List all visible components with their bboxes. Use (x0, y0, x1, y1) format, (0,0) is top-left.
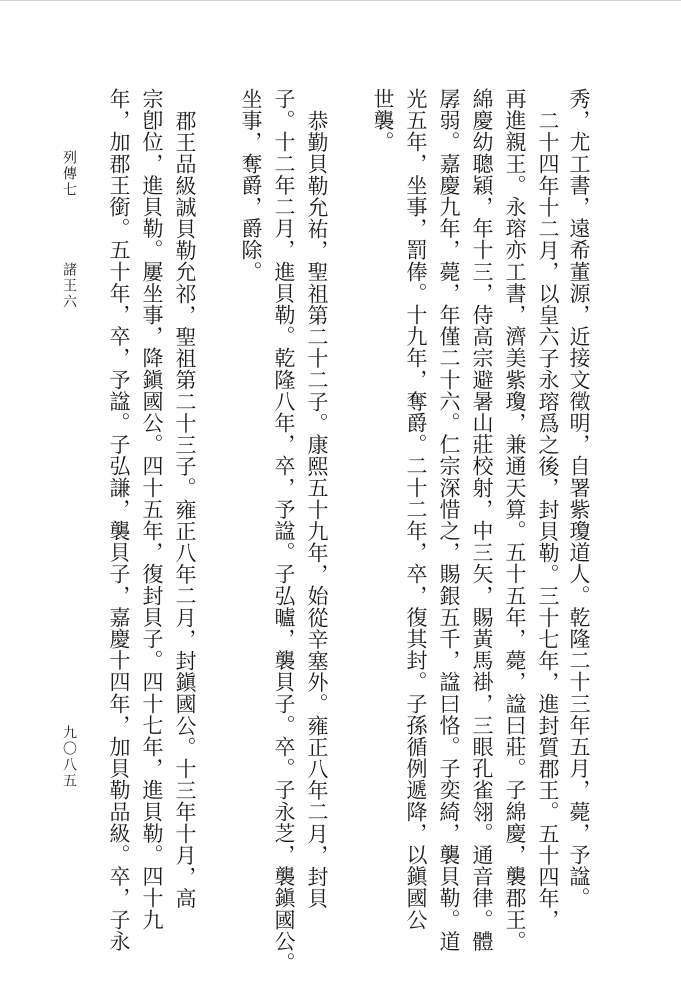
text-column-5: 孱弱。嘉慶九年，薨，年僅二十六。仁宗深惜之，賜銀五千，諡曰恪。子奕綺，襲貝勒。道 (437, 88, 461, 952)
text-column-2: 二十四年十二月，以皇六子永瑢爲之後，封貝勒。三十七年，進封質郡王。五十四年， (536, 110, 560, 931)
running-title-chapter: 諸王六 (61, 262, 77, 310)
text-column-12: 宗卽位，進貝勒。屢坐事，降鎭國公。四十五年，復封貝子。四十七年，進貝勒。四十九 (140, 88, 164, 931)
running-title-section: 列傳七 (61, 150, 77, 198)
top-edge-line (0, 0, 681, 1)
text-column-3: 再進親王。永瑢亦工書，濟美紫瓊，兼通天算。五十五年，薨，諡曰莊。子綿慶，襲郡王。 (503, 88, 527, 952)
text-column-11: 郡王品級誠貝勒允祁，聖祖第二十三子。雍正八年二月，封鎭國公。十三年十月，高 (173, 110, 197, 910)
text-column-6: 光五年，坐事，罰俸。十九年，奪爵。二十二年，卒，復其封。子孫循例遞降，以鎭國公 (404, 88, 428, 931)
text-column-9: 子。十二年二月，進貝勒。乾隆八年，卒，予諡。子弘曥，襲貝子。卒。子永芝，襲鎭國公。 (272, 88, 296, 974)
text-column-4: 綿慶幼聰穎，年十三，侍高宗避暑山莊校射，中三矢，賜黃馬褂，三眼孔雀翎。通音律。體 (470, 88, 494, 952)
text-column-13: 年，加郡王銜。五十年，卒，予諡。子弘謙，襲貝子，嘉慶十四年，加貝勒品級。卒，子永 (107, 88, 131, 952)
text-column-1: 秀，尤工書，遠希董源，近接文徵明，自署紫瓊道人。乾隆二十三年五月，薨，予諡。 (567, 88, 591, 909)
page-number: 九〇八五 (61, 725, 77, 789)
text-column-7: 世襲。 (371, 88, 395, 153)
text-column-8: 恭勤貝勒允祐，聖祖第二十二子。康熙五十九年，始從辛塞外。雍正八年二月，封貝 (305, 110, 329, 910)
text-column-10: 坐事，奪爵，爵除。 (239, 88, 263, 283)
